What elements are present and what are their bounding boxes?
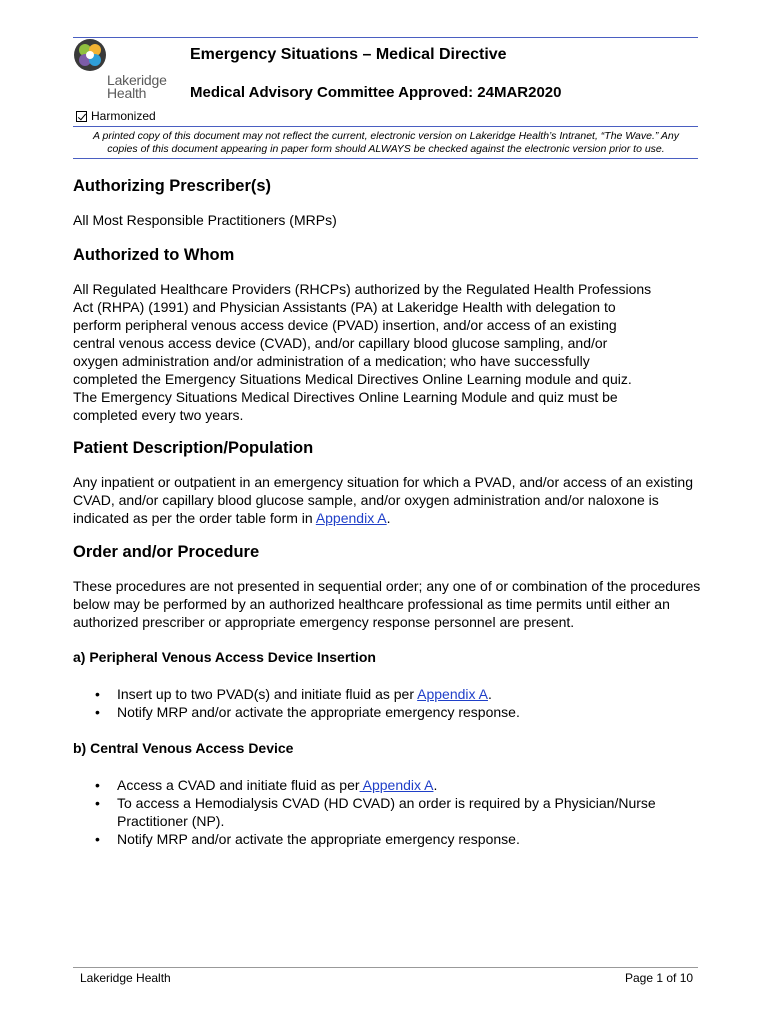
subsection-a-heading: a) Peripheral Venous Access Device Insertion <box>73 649 376 665</box>
page-number: Page 1 of 10 <box>625 971 694 985</box>
list-item <box>95 685 520 703</box>
disclaimer-line1: A printed copy of this document may not reflect the current, electronic version on Lakeridge Health’s Intranet, “The Wave.” Any <box>93 130 679 142</box>
lakeridge-logo <box>73 38 183 104</box>
harmonized-indicator <box>76 109 156 123</box>
b-item1-text: Access a CVAD and initiate fluid as per <box>117 777 360 793</box>
order-paragraph <box>73 577 700 631</box>
logo-line2: Health <box>107 85 147 101</box>
disclaimer <box>74 130 698 156</box>
whom-heading: Authorized to Whom <box>73 246 235 264</box>
whom-line: All Regulated Healthcare Providers (RHCPs) authorized by the Regulated Health Professions <box>73 281 652 297</box>
disclaimer-top-rule <box>73 126 698 127</box>
whom-paragraph <box>73 280 651 424</box>
harmonized-label: Harmonized <box>91 109 156 123</box>
population-line3-end: . <box>386 510 391 526</box>
whom-line: Act (RHPA) (1991) and Physician Assistants (PA) at Lakeridge Health with delegation to <box>73 299 616 315</box>
whom-line: completed the Emergency Situations Medical Directives Online Learning module and quiz. <box>73 371 632 387</box>
population-heading: Patient Description/Population <box>73 439 314 457</box>
population-line2: CVAD, and/or capillary blood glucose sample, and/or oxygen administration and/or naloxone is <box>73 492 659 508</box>
order-line: authorized prescriber or appropriate emergency response personnel are present. <box>73 614 575 630</box>
list-item <box>95 776 656 794</box>
subsection-b-heading: b) Central Venous Access Device <box>73 740 294 756</box>
population-line3-text: indicated as per the order table form in <box>73 510 316 526</box>
footer-rule <box>73 967 698 968</box>
subsection-a-list <box>95 685 520 721</box>
subsection-b-list <box>95 776 656 848</box>
disclaimer-bottom-rule <box>73 158 698 159</box>
appendix-a-link[interactable]: Appendix A <box>315 510 387 526</box>
document-title: Emergency Situations – Medical Directive <box>190 46 507 63</box>
whom-line: central venous access device (CVAD), and/or capillary blood glucose sampling, and/or <box>73 335 608 351</box>
footer-org: Lakeridge Health <box>80 971 171 985</box>
approval-line: Medical Advisory Committee Approved: 24MAR2020 <box>190 84 562 101</box>
appendix-a-link[interactable]: Appendix A <box>359 777 434 793</box>
list-item: • Notify MRP and/or activate the appropriate emergency response. <box>95 703 520 721</box>
b-item2-line1: • To access a Hemodialysis CVAD (HD CVAD) an order is required by a Physician/Nurse <box>117 795 656 811</box>
whom-line: completed every two years. <box>73 407 244 423</box>
logo-line1: Lakeridge <box>107 72 167 88</box>
checkbox-checked-icon <box>76 111 87 122</box>
order-line: below may be performed by an authorized healthcare professional as time permits until either an <box>73 596 670 612</box>
whom-line: perform peripheral venous access device (PVAD) insertion, and/or access of an existing <box>73 317 617 333</box>
a-item1-text: Insert up to two PVAD(s) and initiate fluid as per <box>117 686 418 702</box>
whom-line: oxygen administration and/or administration of a medication; who have successfully <box>73 353 590 369</box>
population-line3 <box>73 509 693 527</box>
b-item1-end: . <box>433 777 438 793</box>
whom-line: The Emergency Situations Medical Directives Online Learning Module and quiz must be <box>73 389 618 405</box>
prescriber-text: All Most Responsible Practitioners (MRPs) <box>73 212 337 228</box>
order-heading: Order and/or Procedure <box>73 543 260 561</box>
population-line1: Any inpatient or outpatient in an emergency situation for which a PVAD, and/or access of an existing <box>73 474 693 490</box>
a-item1-end: . <box>487 686 492 702</box>
logo-flower-icon <box>73 38 107 72</box>
appendix-a-link[interactable]: Appendix A <box>417 686 488 702</box>
b-item2-line2: Practitioner (NP). <box>117 813 225 829</box>
order-line: These procedures are not presented in sequential order; any one of or combination of the procedures <box>73 578 701 594</box>
disclaimer-line2: copies of this document appearing in paper form should ALWAYS be checked against the electronic version prior to use. <box>107 143 665 155</box>
list-item <box>95 794 656 830</box>
prescriber-heading: Authorizing Prescriber(s) <box>73 177 272 195</box>
list-item: • Notify MRP and/or activate the appropriate emergency response. <box>95 830 656 848</box>
population-paragraph <box>73 473 693 527</box>
